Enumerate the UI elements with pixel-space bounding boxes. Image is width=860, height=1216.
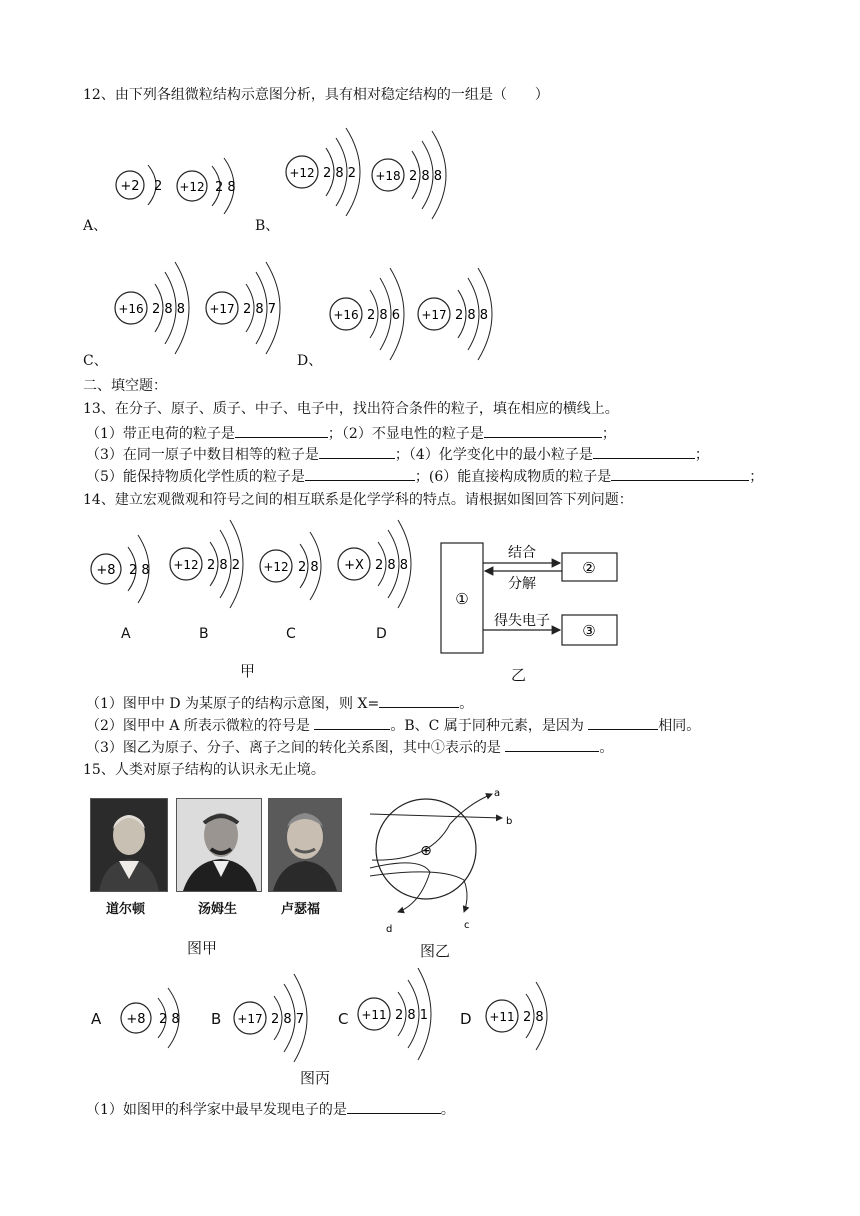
q14-s1b: 。 [459,696,474,712]
atom-diagram-q14-b [168,518,258,613]
answer-blank[interactable] [611,467,749,481]
q15-s1b: 。 [440,1102,455,1118]
svg-text:+11: +11 [361,1008,387,1022]
svg-text:③: ③ [582,622,596,640]
q14-s2a: （2）图甲中 A 所表示微粒的符号是 [86,718,315,734]
q14-stem: 14、建立宏观微观和符号之间的相互联系是化学学科的特点。请根据如图回答下列问题： [83,492,633,508]
fig-jia-15-caption: 图甲 [187,939,218,957]
atom-diagram-q12-d2 [416,262,511,362]
atom-diagram-q12-d1 [328,262,423,362]
atom-diagram-q12-a2 [170,150,260,220]
answer-blank[interactable] [588,716,658,730]
atom-diagram-q15-b [232,972,322,1064]
q12-stem: 12、由下列各组微粒结构示意图分析，具有相对稳定结构的一组是（ ） [83,87,549,103]
option-c-label: C、 [83,353,108,369]
caption-dalton: 道尔顿 [106,902,146,917]
q13-stem: 13、在分子、原子、质子、中子、电子中，找出符合条件的粒子，填在相应的横线上。 [83,401,619,417]
atom-diagram-q15-c [356,966,446,1062]
portrait-rutherford [268,798,342,892]
q14-s2 [86,716,700,735]
fig-yi-caption: 乙 [511,666,527,684]
q13-semi2: ； [694,447,709,463]
svg-text:+17: +17 [209,302,235,316]
q13-p2: ；（2）不显电性的粒子是 [327,426,484,442]
atom-diagram-q12-a1 [108,155,168,215]
svg-text:+12: +12 [173,558,199,572]
q14-label-b: B [199,626,209,642]
svg-text:2 8 8: 2 8 8 [375,558,409,573]
atom-diagram-q12-b2 [368,125,463,220]
q15-letter-a: A [91,1010,102,1028]
svg-text:2 8: 2 8 [129,563,150,578]
q15-letter-d: D [460,1010,472,1028]
caption-rutherford: 卢瑟福 [281,902,321,917]
q13-p5: （5）能保持物质化学性质的粒子是 [86,469,305,485]
q13-semi3: ； [749,469,764,485]
q14-label-d: D [376,626,387,642]
q14-s3b: 。 [599,740,614,756]
svg-text:2 8 2: 2 8 2 [323,166,357,181]
svg-text:+8: +8 [126,1012,146,1027]
svg-text:2 8 1: 2 8 1 [395,1008,429,1023]
svg-text:2 8 8: 2 8 8 [409,169,443,184]
q15-s1 [86,1100,455,1119]
svg-text:2 8 6: 2 8 6 [367,308,401,323]
q15-letter-c: C [338,1010,349,1028]
answer-blank[interactable] [235,424,328,438]
q13-line3 [86,467,763,486]
svg-text:2 8: 2 8 [159,1012,180,1027]
option-d-label: D、 [297,353,323,369]
q13-p4: ；（4）化学变化中的最小粒子是 [394,447,593,463]
answer-blank[interactable] [314,716,390,730]
svg-text:+17: +17 [237,1012,263,1026]
q14-s3a: （3）图乙为原子、分子、离子之间的转化关系图，其中①表示的是 [86,740,506,756]
svg-text:2 8: 2 8 [298,560,319,575]
answer-blank[interactable] [505,738,599,752]
svg-text:c: c [464,920,470,931]
fig-bing-caption: 图丙 [300,1069,331,1087]
transformation-diagram [438,540,628,660]
svg-text:2 8: 2 8 [215,180,236,195]
answer-blank[interactable] [379,694,459,708]
q13-line2 [86,445,709,464]
atom-diagram-q14-a [88,525,163,615]
q14-label-a: A [121,626,131,642]
atom-diagram-q15-d [484,974,564,1058]
svg-text:2 8 7: 2 8 7 [243,302,277,317]
section-title: 二、填空题： [83,378,167,394]
svg-text:+16: +16 [118,302,144,316]
svg-text:2: 2 [154,179,163,194]
svg-text:2 8 7: 2 8 7 [271,1012,305,1027]
svg-text:+X: +X [344,558,364,573]
caption-thomson: 汤姆生 [198,902,238,917]
svg-text:+2: +2 [120,179,140,194]
svg-text:+12: +12 [263,560,289,574]
q14-label-c: C [286,626,296,642]
svg-text:2 8 2: 2 8 2 [207,558,241,573]
atom-diagram-q12-b1 [282,120,377,220]
q15-stem: 15、人类对原子结构的认识永无止境。 [83,762,325,778]
answer-blank[interactable] [305,467,415,481]
answer-blank[interactable] [319,445,395,459]
q14-s1 [86,694,473,713]
fig-jia-caption: 甲 [240,662,256,680]
option-a-label: A、 [83,218,108,234]
svg-text:+8: +8 [96,563,116,578]
svg-text:分解: 分解 [508,576,536,592]
q13-p1: （1）带正电荷的粒子是 [86,426,235,442]
svg-text:①: ① [455,590,469,608]
atom-diagram-q14-d [336,518,431,613]
atom-diagram-q12-c1 [113,258,208,358]
q15-s1a: （1）如图甲的科学家中最早发现电子的是 [86,1102,347,1118]
atom-diagram-q15-a [118,980,198,1060]
q13-p3: （3）在同一原子中数目相等的粒子是 [86,447,319,463]
q14-s1a: （1）图甲中 D 为某原子的结构示意图，则 X= [86,696,380,712]
svg-text:2 8: 2 8 [523,1010,544,1025]
portrait-dalton [90,798,168,892]
svg-text:2 8 8: 2 8 8 [152,302,186,317]
svg-text:+16: +16 [333,308,359,322]
svg-text:+12: +12 [289,166,315,180]
answer-blank[interactable] [593,445,695,459]
svg-text:a: a [494,788,501,799]
svg-text:+17: +17 [421,308,447,322]
svg-text:②: ② [582,559,596,577]
svg-text:+18: +18 [375,169,401,183]
answer-blank[interactable] [347,1100,441,1114]
svg-text:+12: +12 [179,180,205,194]
atom-diagram-q12-c2 [204,258,299,358]
fig-yi-15-caption: 图乙 [420,942,451,960]
q13-p6: ；(6）能直接构成物质的粒子是 [414,469,612,485]
svg-text:b: b [506,816,513,827]
svg-text:+11: +11 [489,1010,515,1024]
q14-s2b: 。B、C 属于同种元素，是因为 [390,718,589,734]
svg-text:结合: 结合 [508,545,536,561]
svg-text:⊕: ⊕ [420,843,432,859]
scattering-diagram [360,784,520,934]
q14-s3 [86,738,613,757]
q13-line1 [86,424,616,443]
q14-s2c: 相同。 [658,718,701,734]
portrait-thomson [176,798,262,892]
answer-blank[interactable] [484,424,602,438]
q13-semi: ； [601,426,616,442]
atom-diagram-q14-c [258,522,338,612]
q15-letter-b: B [211,1010,222,1028]
svg-text:2 8 8: 2 8 8 [455,308,489,323]
option-b-label: B、 [255,218,280,234]
svg-text:d: d [386,924,393,934]
svg-text:得失电子: 得失电子 [494,613,550,629]
